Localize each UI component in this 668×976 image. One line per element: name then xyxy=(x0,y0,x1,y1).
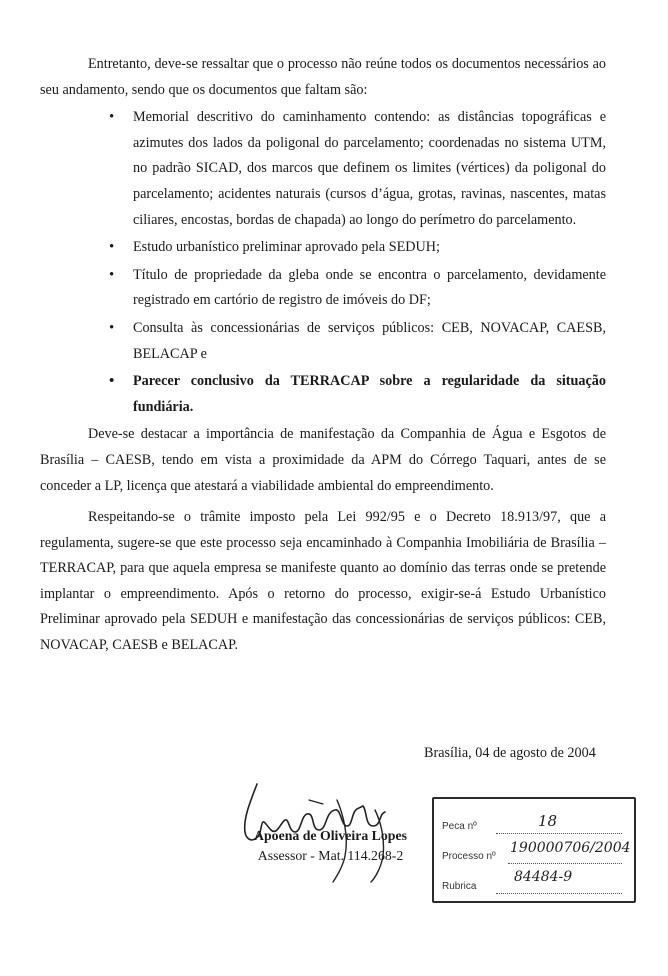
list-item: • Memorial descritivo do caminhamento contendo: as distâncias topográficas e azimutes dos lados da poligonal do parcelamento; coordenadas no sistema UTM, no padrão SICAD, dos marcos que definem os limites (vértices) da poligonal do parcelamento; acidentes naturais (cursos d’água, grotas, ravinas, nascentes, matas ciliares, encostas, bordas de chapada) ao longo do perímetro do parcelamento. xyxy=(133,105,606,233)
caesb-paragraph: Deve-se destacar a importância de manifestação da Companhia de Água e Esgotos de Brasília – CAESB, tendo em vista a proximidade da APM do Córrego Taquari, antes de se conceder a LP, licença que atestará a viabilidade ambiental do empreendimento. xyxy=(40,426,606,494)
list-item: • Título de propriedade da gleba onde se encontra o parcelamento, devidamente registrado em cartório de registro de imóveis do DF; xyxy=(133,263,606,314)
process-stamp xyxy=(432,797,636,903)
stamp-page-value: 18 xyxy=(538,812,558,830)
stamp-process-value: 190000706/2004 xyxy=(510,840,631,856)
list-item: • Parecer conclusivo da TERRACAP sobre a regularidade da situação fundiária. xyxy=(133,369,606,420)
signatory-name: Apoena de Oliveira Lopes xyxy=(254,828,407,843)
stamp-page-label: Peca nº xyxy=(442,821,477,832)
stamp-rubric-value: 84484-9 xyxy=(514,869,573,885)
list-item: • Estudo urbanístico preliminar aprovado pela SEDUH; xyxy=(133,235,606,261)
missing-documents-list xyxy=(40,105,606,420)
signatory-role: Assessor - Mat. 114.268-2 xyxy=(257,848,404,863)
stamp-process-line xyxy=(508,863,622,864)
stamp-rubric-label: Rubrica xyxy=(442,881,477,892)
terracap-paragraph: Respeitando-se o trâmite imposto pela Lei 992/95 e o Decreto 18.913/97, que a regulamenta, sugere-se que este processo seja encaminhado à Companhia Imobiliária de Brasília – TERRACAP, para que aquela empresa se manifeste quanto ao domínio das terras onde se pretende implantar o empreendimento. Após o retorno do processo, exigir-se-á Estudo Urbanístico Preliminar aprovado pela SEDUH e manifestação das concessionárias de serviços públicos: CEB, NOVACAP, CAESB e BELACAP. xyxy=(40,509,606,654)
list-item: • Consulta às concessionárias de serviços públicos: CEB, NOVACAP, CAESB, BELACAP e xyxy=(133,316,606,367)
document-date: Brasília, 04 de agosto de 2004 xyxy=(424,745,596,761)
document-body xyxy=(40,52,606,659)
intro-paragraph: Entretanto, deve-se ressaltar que o processo não reúne todos os documentos necessários ao seu andamento, sendo que os documentos que faltam são: xyxy=(40,56,606,98)
stamp-process-label: Processo nº xyxy=(442,851,496,862)
stamp-rubric-line xyxy=(496,893,622,894)
stamp-page-line xyxy=(496,833,622,834)
